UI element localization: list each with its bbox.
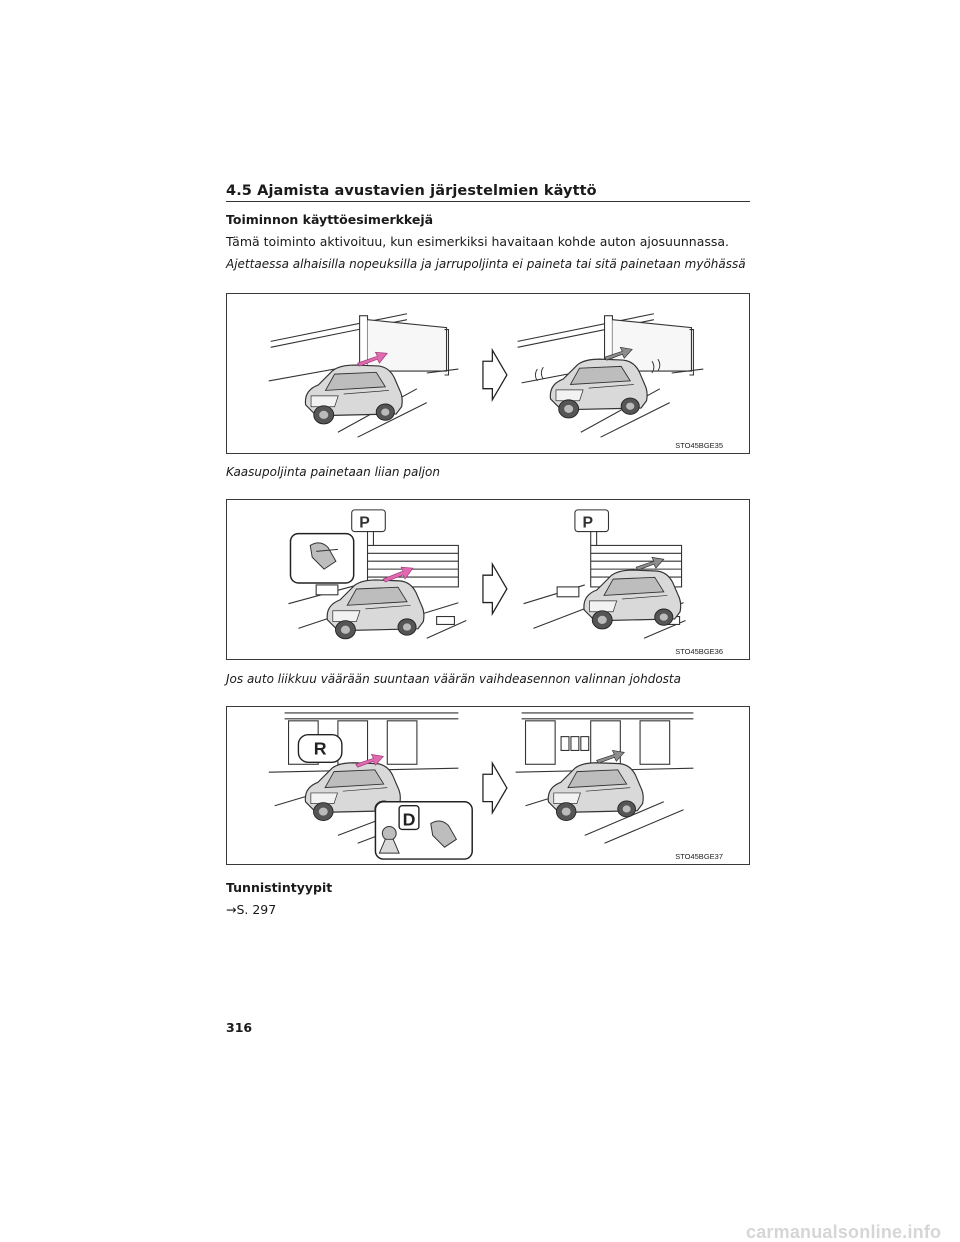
- parking-sign-letter-left: P: [359, 514, 370, 532]
- figure-low-speed-braking: [226, 293, 750, 454]
- section-title: 4.5 Ajamista avustavien järjestelmien käyttö: [226, 183, 597, 199]
- accelerator-pressed-illustration: [227, 500, 749, 659]
- example-caption-1: Ajettaessa alhaisilla nopeuksilla ja jarrupoljinta ei paineta tai sitä painetaan myöhässä: [226, 257, 746, 271]
- section-header: [226, 180, 750, 202]
- gear-r-letter: R: [313, 738, 327, 759]
- example-caption-3: Jos auto liikkuu väärään suuntaan väärän vaihdeasennon valinnan johdosta: [226, 672, 681, 686]
- figure-code-1: STO45BGE35: [675, 441, 723, 450]
- wrong-gear-illustration: [227, 707, 749, 864]
- gear-d-letter: D: [402, 809, 416, 830]
- example-caption-2: Kaasupoljinta painetaan liian paljon: [226, 465, 440, 479]
- figure-code-2: STO45BGE36: [675, 647, 723, 656]
- intro-paragraph: Tämä toiminto aktivoituu, kun esimerkiksi havaitaan kohde auton ajosuunnassa.: [226, 234, 730, 249]
- watermark: carmanualsonline.info: [746, 1222, 942, 1242]
- figure-wrong-gear: [226, 706, 750, 865]
- low-speed-braking-illustration: [227, 294, 749, 453]
- figure-accelerator-pressed: [226, 499, 750, 660]
- sensor-types-heading: Tunnistintyypit: [226, 880, 333, 895]
- subheading: Toiminnon käyttöesimerkkejä: [226, 212, 434, 227]
- sensor-types-page-ref[interactable]: →S. 297: [226, 902, 277, 917]
- figure-code-3: STO45BGE37: [675, 852, 723, 861]
- page-number: 316: [226, 1020, 253, 1035]
- parking-sign-letter-right: P: [582, 514, 594, 532]
